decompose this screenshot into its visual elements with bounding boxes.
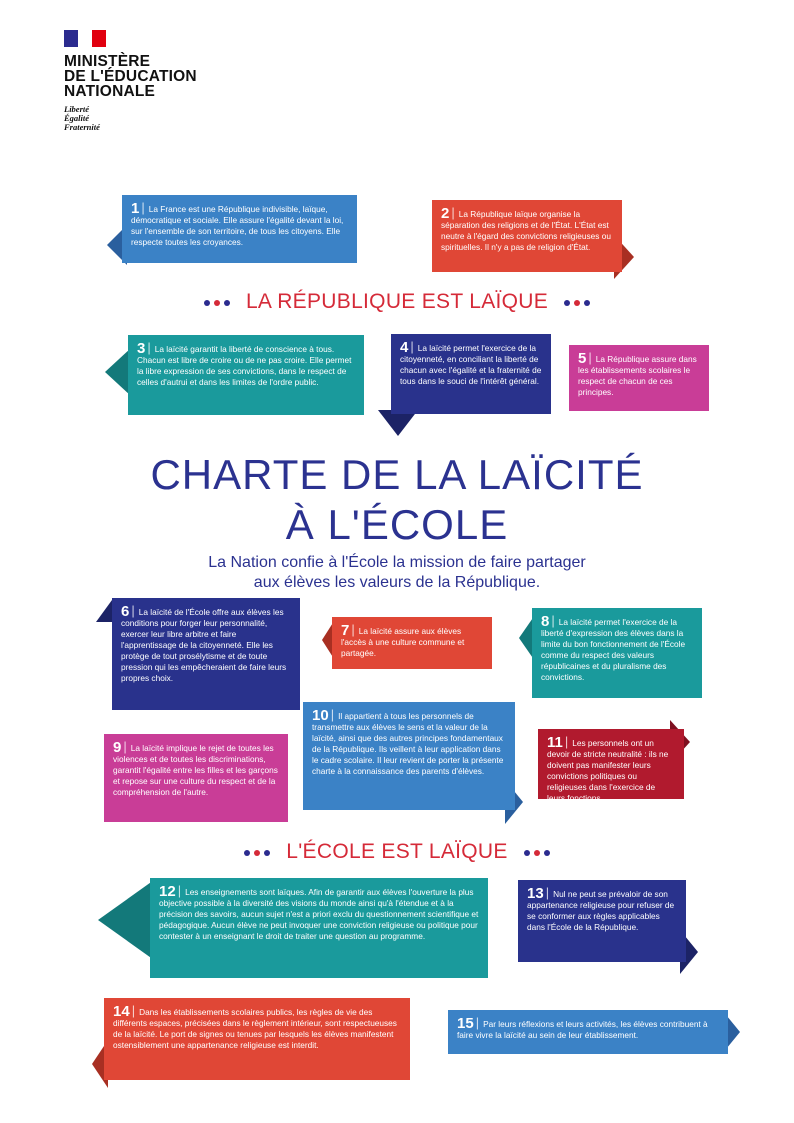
article-text: La laïcité garantit la liberté de conscience à tous. Chacun est libre de croire ou de ne pas croire. Elle permet la libre expression de ses convictions, dans le respect de celles d'autrui et dans les limites de l'ordre public. (137, 344, 352, 387)
article-text: Les personnels ont un devoir de stricte neutralité : ils ne doivent pas manifester leurs convictions politiques ou religieuses dans l'exercice de leurs fonctions. (547, 738, 669, 803)
page-subtitle (0, 553, 794, 593)
article-text: La laïcité de l'École offre aux élèves les conditions pour forger leur personnalité, exercer leur libre arbitre et faire l'apprentissage de la citoyenneté. Elle les protège de tout prosélytisme et de toute pression qui les empêcheraient de faire leurs propres choix. (121, 607, 287, 683)
article-10: 10 | Il appartient à tous les personnels de transmettre aux élèves le sens et la valeur de la laïcité, ainsi que des autres principes fondamentaux de la République. Ils veillent à leur application dans le cadre scolaire. Il leur revient de porter la présente charte à la connaissance des parents d'élèves. (303, 702, 515, 810)
article-11: 11 | Les personnels ont un devoir de stricte neutralité : ils ne doivent pas manifester leurs convictions politiques ou religieuses dans l'exercice de leurs fonctions. (538, 729, 684, 799)
article-text: Nul ne peut se prévaloir de son appartenance religieuse pour refuser de se conformer aux règles applicables dans l'École de la République. (527, 889, 675, 932)
ministry-name (64, 54, 224, 99)
article-number: 4 (400, 339, 409, 356)
article-number: 13 (527, 885, 544, 902)
article-9: 9 | La laïcité implique le rejet de toutes les violences et de toutes les discriminations, garantit l'égalité entre les filles et les garçons et repose sur une culture du respect et de la compréhension de l'autre. (104, 734, 288, 822)
article-number: 5 (578, 350, 587, 367)
article-number: 12 (159, 883, 176, 900)
article-14: 14 | Dans les établissements scolaires publics, les règles de vie des différents espaces, précisées dans le règlement intérieur, sont respectueuses de la laïcité. Le port de signes ou tenues par lesquels les élèves manifestent ostensiblement une appartenance religieuse est interdit. (104, 998, 410, 1080)
article-text: La République assure dans les établissements scolaires le respect de chacun de ces principes. (578, 354, 697, 397)
article-number: 3 (137, 340, 146, 357)
subtitle-line-1: La Nation confie à l'École la mission de faire partager (208, 554, 586, 571)
article-text: Par leurs réflexions et leurs activités, les élèves contribuent à faire vivre la laïcité au sein de leur établissement. (457, 1019, 708, 1040)
article-text: La France est une République indivisible, laïque, démocratique et sociale. Elle assure l'égalité devant la loi, sur l'ensemble de son territoire, de tous les citoyens. Elle respecte toutes les croyances. (131, 204, 344, 247)
article-number: 2 (441, 205, 450, 222)
section-title-republique (0, 290, 794, 314)
article-text: Dans les établissements scolaires publics, les règles de vie des différents espaces, précisées dans le règlement intérieur, sont respectueuses de la laïcité. Le port de signes ou tenues par lesquels les élèves manifestent ostensiblement une appartenance religieuse est interdit. (113, 1007, 397, 1050)
article-text: La laïcité permet l'exercice de la liberté d'expression des élèves dans la limite du bon fonctionnement de l'École comme du respect des valeurs républicaines et du pluralisme des convictions. (541, 617, 686, 682)
article-15: 15 | Par leurs réflexions et leurs activités, les élèves contribuent à faire vivre la laïcité au sein de leur établissement. (448, 1010, 728, 1054)
article-number: 1 (131, 200, 140, 217)
ministry-line-3: NATIONALE (64, 83, 156, 100)
article-2: 2 | La République laïque organise la séparation des religions et de l'État. L'État est neutre à l'égard des convictions religieuses ou spirituelles. Il n'y a pas de religion d'État. (432, 200, 622, 272)
article-4: 4 | La laïcité permet l'exercice de la citoyenneté, en conciliant la liberté de chacun avec l'égalité et la fraternité de tous dans le souci de l'intérêt général. (391, 334, 551, 414)
title-line-1: CHARTE DE LA LAÏCITÉ (150, 451, 644, 498)
article-8: 8 | La laïcité permet l'exercice de la liberté d'expression des élèves dans la limite du bon fonctionnement de l'École comme du respect des valeurs républicaines et du pluralisme des convictions. (532, 608, 702, 698)
article-text: La laïcité implique le rejet de toutes les violences et de toutes les discriminations, garantit l'égalité entre les filles et les garçons et repose sur une culture du respect et de la compréhension de l'autre. (113, 743, 278, 797)
title-line-2: À L'ÉCOLE (285, 501, 509, 548)
marianne-flag-icon (64, 30, 106, 47)
ministry-line-1: MINISTÈRE (64, 53, 151, 70)
article-12: 12 | Les enseignements sont laïques. Afin de garantir aux élèves l'ouverture la plus objective possible à la diversité des visions du monde ainsi qu'à l'étendue et à la précision des savoirs, aucun sujet n'est a priori exclu du questionnement scientifique et pédagogique. Aucun élève ne peut invoquer une conviction religieuse ou politique pour contester à un enseignant le droit de traiter une question au programme. (150, 878, 488, 978)
page-title (0, 450, 794, 550)
article-text: La laïcité permet l'exercice de la citoyenneté, en conciliant la liberté de chacun avec l'égalité et la fraternité de tous dans le souci de l'intérêt général. (400, 343, 542, 386)
ministry-line-2: DE L'ÉDUCATION (64, 68, 197, 85)
article-number: 14 (113, 1003, 130, 1020)
section-title-text: LA RÉPUBLIQUE EST LAÏQUE (245, 290, 549, 313)
article-number: 15 (457, 1015, 474, 1032)
article-text: Les enseignements sont laïques. Afin de garantir aux élèves l'ouverture la plus objective possible à la diversité des visions du monde ainsi qu'à l'étendue et à la précision des savoirs, aucun sujet n'est a priori exclu du questionnement scientifique et pédagogique. Aucun élève ne peut invoquer une conviction religieuse ou politique pour contester à un enseignant le droit de traiter une question au programme. (159, 887, 479, 941)
article-3: 3 | La laïcité garantit la liberté de conscience à tous. Chacun est libre de croire ou de ne pas croire. Elle permet la libre expression de ses convictions, dans le respect de celles d'autrui et dans les limites de l'ordre public. (128, 335, 364, 415)
ministry-logo (64, 30, 224, 132)
article-number: 7 (341, 622, 350, 639)
motto-egalite: Égalité (64, 113, 90, 123)
ribbon-fold (98, 880, 154, 960)
article-text: La République laïque organise la séparation des religions et de l'État. L'État est neutre à l'égard des convictions religieuses ou spirituelles. Il n'y a pas de religion d'État. (441, 209, 611, 252)
section-title-ecole (0, 840, 794, 864)
article-text: La laïcité assure aux élèves l'accès à une culture commune et partagée. (341, 626, 465, 658)
motto-liberte: Liberté (64, 104, 90, 114)
republic-motto (64, 105, 224, 132)
article-5: 5 | La République assure dans les établissements scolaires le respect de chacun de ces principes. (569, 345, 709, 411)
article-6: 6 | La laïcité de l'École offre aux élèves les conditions pour forger leur personnalité, exercer leur libre arbitre et faire l'apprentissage de la citoyenneté. Elle les protège de tout prosélytisme et de toute pression qui les empêcheraient de faire leurs propres choix. (112, 598, 300, 710)
article-text: Il appartient à tous les personnels de transmettre aux élèves le sens et la valeur de la laïcité, ainsi que des autres principes fondamentaux de la République. Ils veillent à leur application dans le cadre scolaire. Il leur revient de porter la présente charte à la connaissance des parents d'élèves. (312, 711, 504, 776)
subtitle-line-2: aux élèves les valeurs de la République. (253, 574, 541, 591)
article-number: 8 (541, 613, 550, 630)
article-number: 6 (121, 603, 130, 620)
article-number: 9 (113, 739, 122, 756)
motto-fraternite: Fraternité (64, 122, 100, 132)
section-title-text: L'ÉCOLE EST LAÏQUE (286, 840, 508, 863)
article-7: 7 | La laïcité assure aux élèves l'accès à une culture commune et partagée. (332, 617, 492, 669)
article-1: 1 | La France est une République indivisible, laïque, démocratique et sociale. Elle assure l'égalité devant la loi, sur l'ensemble de son territoire, de tous les citoyens. Elle respecte toutes les croyances. (122, 195, 357, 263)
article-13: 13 | Nul ne peut se prévaloir de son appartenance religieuse pour refuser de se conformer aux règles applicables dans l'École de la République. (518, 880, 686, 962)
article-number: 11 (547, 734, 563, 751)
article-number: 10 (312, 707, 329, 724)
